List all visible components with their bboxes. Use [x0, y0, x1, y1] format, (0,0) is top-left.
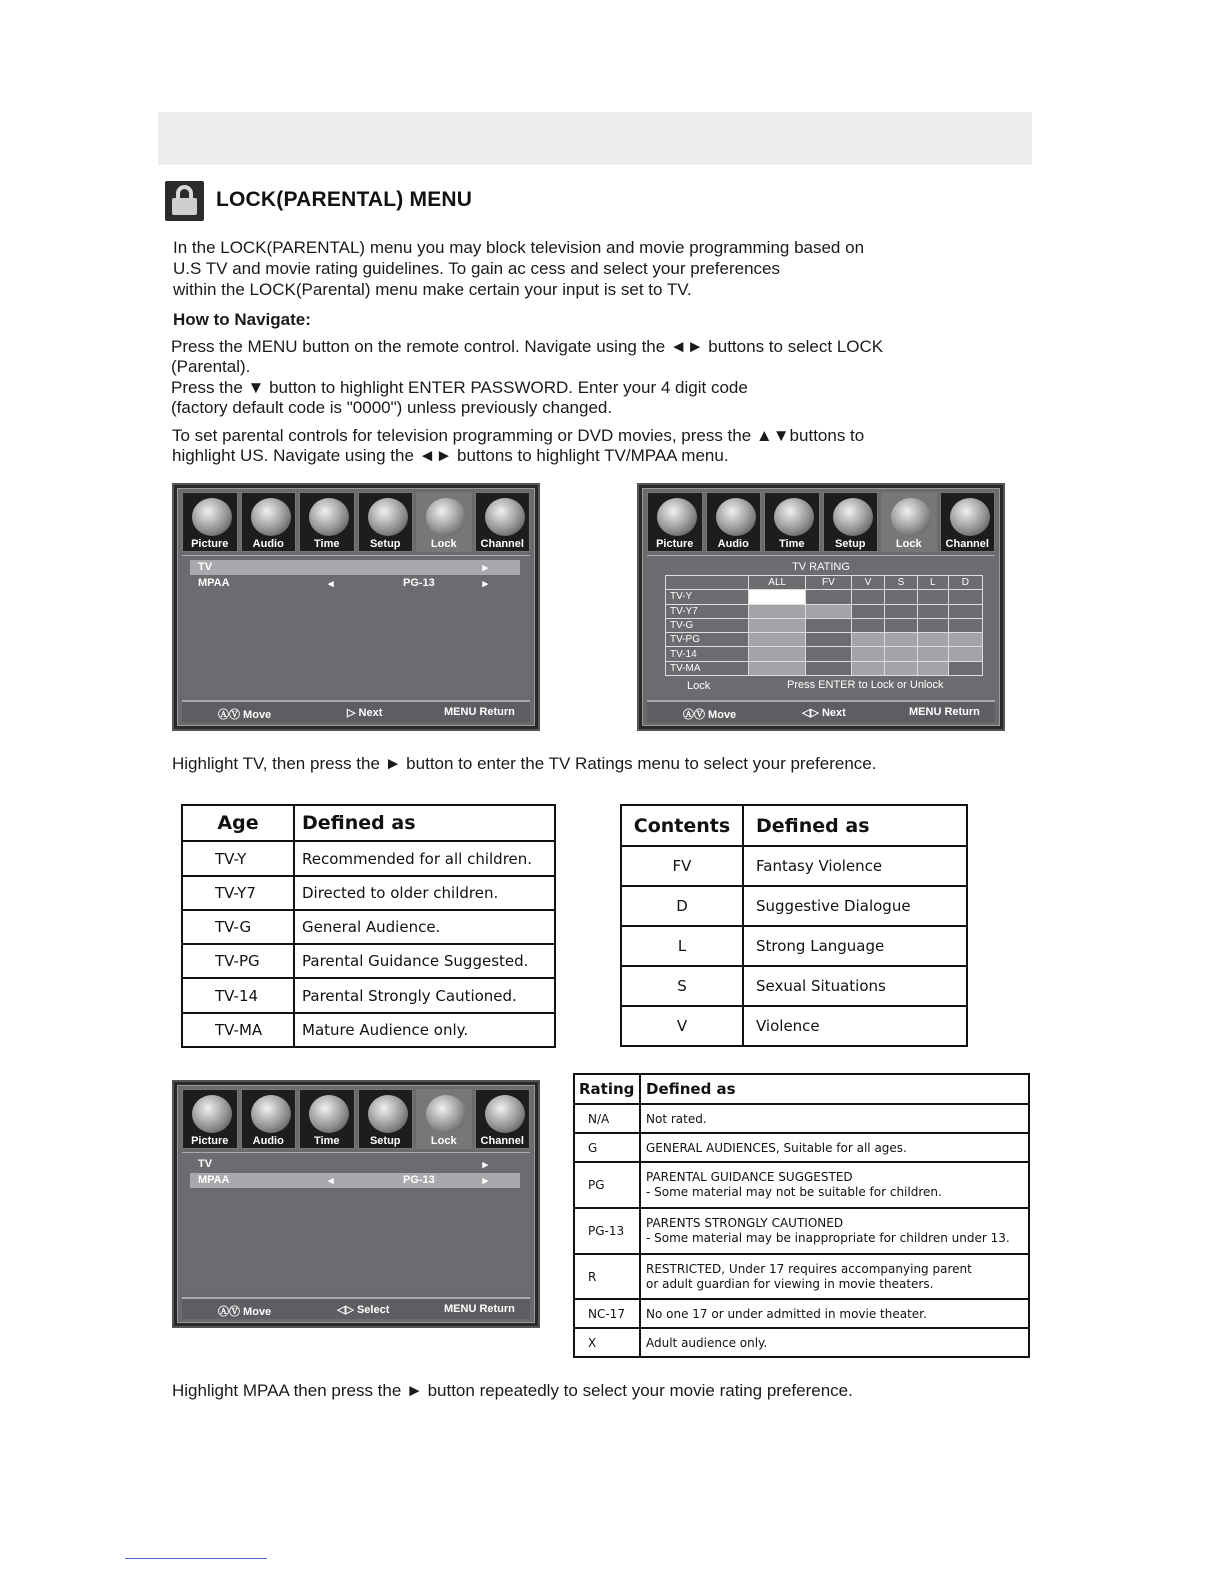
audio-tab-icon: Audio	[706, 492, 762, 552]
lock-hint: Press ENTER to Lock or Unlock	[787, 679, 944, 691]
lock-icon	[165, 181, 204, 221]
footnote-rule	[125, 1558, 267, 1559]
menu-footer: ⒶⓋ Move ◁▷ Select MENU Return	[182, 1297, 530, 1319]
nav2-line-1: To set parental controls for television programming or DVD movies, press the ▲▼buttons to	[172, 426, 865, 445]
tv-menu-screen-3	[172, 1080, 540, 1328]
channel-tab-icon: Channel	[475, 1089, 531, 1149]
setup-tab-icon: Setup	[358, 492, 414, 552]
tv-rating-grid: ALL FV V S L D TV-Y TV-Y7 TV-G TV-PG TV-14 TV-MA	[665, 575, 983, 676]
nav-line-2: (Parental).	[171, 357, 251, 376]
lock-label: Lock	[687, 680, 711, 692]
tv-menu-screen-2	[637, 483, 1005, 731]
setup-tab-icon: Setup	[358, 1089, 414, 1149]
menu-footer: ⒶⓋ Move ◁▷ Next MENU Return	[647, 700, 995, 722]
mpaa-rating-table: Rating Defined as N/A Not rated. G GENERAL AUDIENCES, Suitable for all ages. PG PARENTAL GUIDANCE SUGGESTED - Some material may not be suitable for children. PG-13 PARENTS STRONGLY CAUTIONED - Some material may be inappropriate for children under 13. R RESTRICTED, Under 17 requires accompanying parent or adult guardian for viewing in movie theaters. NC-17 No one 17 or under admitted in movie theater. X Adult audience only.	[573, 1073, 1030, 1358]
caption-mpaa: Highlight MPAA then press the ► button repeatedly to select your movie rating preference.	[172, 1381, 853, 1400]
menu-row-tv: TV ▸	[190, 560, 520, 575]
audio-tab-icon: Audio	[241, 492, 297, 552]
time-tab-icon: Time	[764, 492, 820, 552]
menu-footer: ⒶⓋ Move ▷ Next MENU Return	[182, 700, 530, 722]
intro-line-3: within the LOCK(Parental) menu make certain your input is set to TV.	[173, 280, 692, 299]
tv-rating-title: TV RATING	[792, 561, 850, 573]
menu-row-mpaa: MPAA ◂ PG-13 ▸	[198, 577, 488, 590]
channel-tab-icon: Channel	[475, 492, 531, 552]
lock-tab-icon: Lock	[416, 492, 472, 552]
page-title: LOCK(PARENTAL) MENU	[216, 188, 473, 211]
nav-line-1: Press the MENU button on the remote control. Navigate using the ◄► buttons to select LOCK	[171, 337, 884, 356]
intro-line-1: In the LOCK(PARENTAL) menu you may block television and movie programming based on	[173, 238, 865, 257]
header-band	[158, 112, 1032, 165]
nav-line-4: (factory default code is "0000") unless previously changed.	[171, 398, 613, 417]
menu-row-mpaa: MPAA ◂ PG-13 ▸	[190, 1173, 520, 1188]
menu-row-tv: TV ▸	[198, 1158, 488, 1171]
tv-menu-screen-1	[172, 483, 540, 731]
caption-tv: Highlight TV, then press the ► button to enter the TV Ratings menu to select your preference.	[172, 754, 877, 773]
picture-tab-icon: Picture	[647, 492, 703, 552]
audio-tab-icon: Audio	[241, 1089, 297, 1149]
setup-tab-icon: Setup	[823, 492, 879, 552]
contents-table: Contents Defined as FV Fantasy Violence D Suggestive Dialogue L Strong Language S Sexual Situations V Violence	[620, 804, 968, 1047]
age-table: Age Defined as TV-Y Recommended for all children. TV-Y7 Directed to older children. TV-G General Audience. TV-PG Parental Guidance Suggested. TV-14 Parental Strongly Cautioned. TV-MA Mature Audience only.	[181, 804, 556, 1048]
picture-tab-icon: Picture	[182, 1089, 238, 1149]
channel-tab-icon: Channel	[940, 492, 996, 552]
time-tab-icon: Time	[299, 492, 355, 552]
intro-line-2: U.S TV and movie rating guidelines. To gain ac cess and select your preferences	[173, 259, 780, 278]
lock-tab-icon: Lock	[416, 1089, 472, 1149]
lock-tab-icon: Lock	[881, 492, 937, 552]
picture-tab-icon: Picture	[182, 492, 238, 552]
nav2-line-2: highlight US. Navigate using the ◄► buttons to highlight TV/MPAA menu.	[172, 446, 729, 465]
time-tab-icon: Time	[299, 1089, 355, 1149]
nav-line-3: Press the ▼ button to highlight ENTER PASSWORD. Enter your 4 digit code	[171, 378, 748, 397]
nav-heading: How to Navigate:	[173, 310, 311, 329]
